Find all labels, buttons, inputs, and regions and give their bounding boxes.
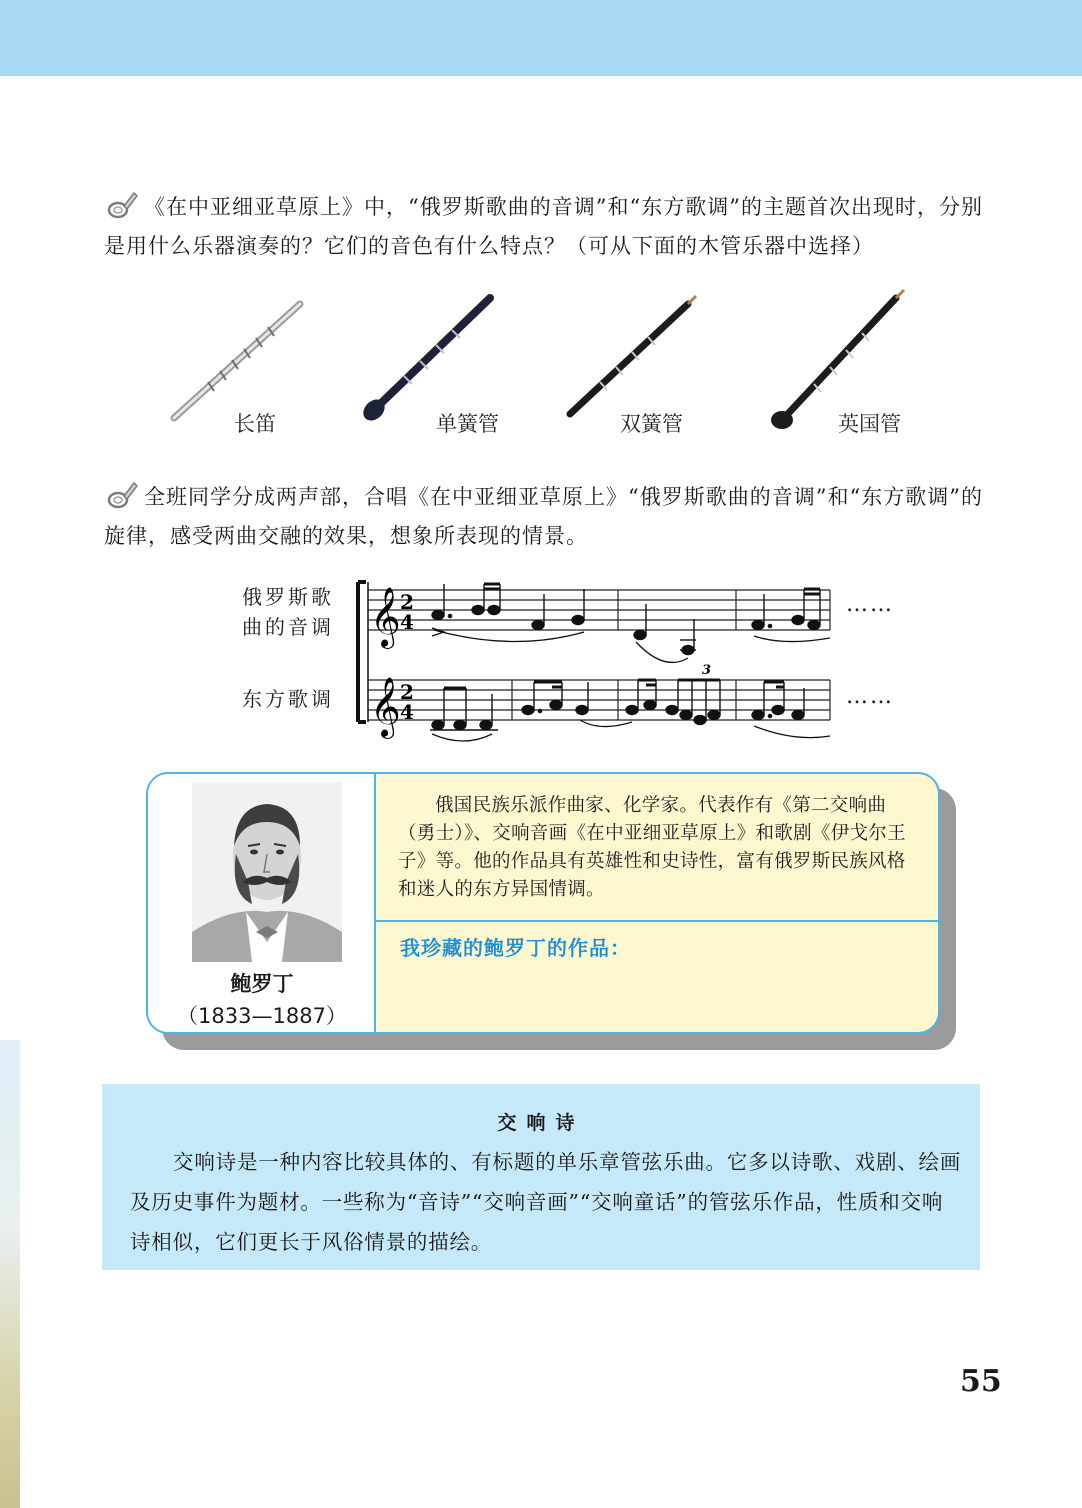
instrument-label-flute: 长笛 (234, 412, 276, 436)
slur-upper-3 (754, 636, 830, 642)
oboe-image (560, 294, 700, 426)
score-label-eastern: 东方歌调 (242, 687, 334, 711)
triplet-mark: 3 (702, 663, 712, 678)
composer-name: 鲍罗丁 (230, 972, 294, 996)
symphonic-poem-info-box (102, 1084, 980, 1270)
question-1 (104, 188, 984, 266)
slur-lower-3 (754, 726, 830, 738)
slur-lower-2 (580, 720, 632, 727)
score-continuation-upper: …… (846, 592, 894, 617)
composer-portrait (192, 782, 342, 962)
score-continuation-lower: …… (846, 684, 894, 709)
top-header-band (0, 0, 1082, 76)
music-score (344, 576, 844, 746)
left-edge-image-strip (0, 1040, 20, 1508)
instrument-label-clarinet: 单簧管 (436, 412, 499, 436)
composer-years: （1833—1887） (177, 1004, 347, 1028)
composer-card (146, 772, 940, 1034)
clarinet-image (360, 292, 500, 426)
horn-icon (104, 190, 138, 220)
lower-notes (430, 680, 804, 730)
flute-image (168, 296, 308, 426)
treble-clef-upper: 𝄞 (370, 587, 401, 647)
question-2 (104, 478, 984, 556)
horn-icon (104, 480, 138, 510)
composer-portrait-column (148, 774, 376, 1032)
composer-works-prompt: 我珍藏的鲍罗丁的作品： (400, 936, 631, 960)
info-box-text: 交响诗是一种内容比较具体的、有标题的单乐章管弦乐曲。它多以诗歌、戏剧、绘画及历史事件为题材。一些称为“音诗”“交响音画”“交响童话”的管弦乐作品，性质和交响诗相似，它们更长于风俗情景的描绘。 (130, 1150, 962, 1254)
accent-mark (432, 628, 444, 636)
score-label-russian (230, 582, 334, 642)
upper-notes (432, 584, 820, 655)
instrument-label-english-horn: 英国管 (838, 412, 901, 436)
composer-bio: 俄国民族乐派作曲家、化学家。代表作有《第二交响曲（勇士）》、交响音画《在中亚细亚草原上》和歌剧《伊戈尔王子》等。他的作品具有英雄性和史诗性，富有俄罗斯民族风格和迷人的东方异国情调。 (398, 795, 906, 900)
system-bracket (358, 582, 366, 722)
slur-upper-1 (434, 630, 584, 642)
slur-lower-1 (432, 734, 492, 741)
time-sig-bottom-upper: 4 (400, 610, 414, 634)
score-label-russian-line1: 俄罗斯歌 (242, 585, 334, 609)
question-1-text: 《在中亚细亚草原上》中，“俄罗斯歌曲的音调”和“东方歌调”的主题首次出现时，分别是用什么乐器演奏的？它们的音色有什么特点？（可从下面的木管乐器中选择） (104, 195, 983, 258)
page-number: 55 (960, 1364, 1002, 1399)
slur-upper-2 (636, 642, 688, 662)
instrument-label-oboe: 双簧管 (620, 412, 683, 436)
info-box-title: 交响诗 (497, 1112, 585, 1134)
card-divider (376, 920, 940, 922)
score-label-russian-line2: 曲的音调 (242, 615, 334, 639)
time-sig-top-lower: 2 (400, 680, 414, 704)
question-2-text: 全班同学分成两声部，合唱《在中亚细亚草原上》“俄罗斯歌曲的音调”和“东方歌调”的旋律，感受两曲交融的效果，想象所表现的情景。 (104, 485, 983, 548)
treble-clef-lower: 𝄞 (370, 677, 401, 737)
time-sig-bottom-lower: 4 (400, 700, 414, 724)
time-sig-top-upper: 2 (400, 590, 414, 614)
